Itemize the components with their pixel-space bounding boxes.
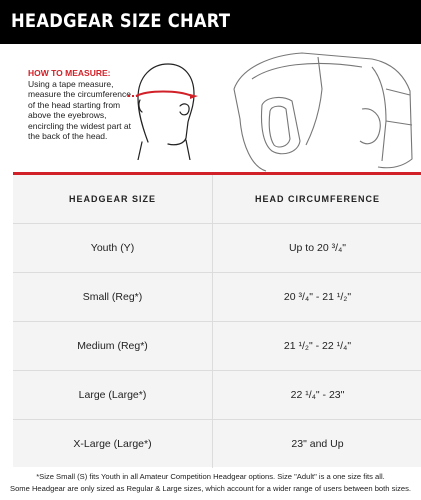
column-header-circumference: HEAD CIRCUMFERENCE bbox=[212, 175, 421, 223]
circumference-cell: 20 ³/₄" - 21 ¹/₂" bbox=[212, 273, 421, 321]
circumference-cell: 21 ¹/₂" - 22 ¹/₄" bbox=[212, 322, 421, 370]
size-cell: Large (Large*) bbox=[78, 389, 147, 401]
footnote-line-1: *Size Small (S) fits Youth in all Amateur Competition Headgear options. Size "Adult" is a one size fits all. bbox=[36, 472, 385, 481]
size-table bbox=[13, 175, 421, 467]
size-cell: Medium (Reg*) bbox=[77, 340, 148, 352]
headgear-illustration bbox=[222, 49, 420, 173]
footnote-line-2: Some Headgear are only sized as Regular & Large sizes, which account for a wider range of users between both sizes. bbox=[10, 483, 411, 493]
table-header-row bbox=[13, 175, 421, 223]
page-title: HEADGEAR SIZE CHART bbox=[11, 10, 231, 32]
size-cell: Youth (Y) bbox=[90, 242, 135, 254]
table-row bbox=[13, 224, 421, 272]
table-row bbox=[13, 322, 421, 370]
circumference-cell: 23" and Up bbox=[212, 420, 421, 468]
footnote bbox=[0, 471, 421, 494]
title-bar bbox=[0, 0, 421, 44]
how-to-measure-text: Using a tape measure, measure the circumference of the head starting from above the eyebrows, encircling the widest part at the back of the head. bbox=[28, 78, 131, 141]
circumference-cell: Up to 20 ³/₄" bbox=[212, 224, 421, 272]
head-measuring-illustration bbox=[128, 56, 200, 160]
table-row bbox=[13, 273, 421, 321]
column-header-size: HEADGEAR SIZE bbox=[68, 194, 156, 204]
how-to-measure-heading: HOW TO MEASURE: bbox=[28, 68, 111, 78]
size-cell: X-Large (Large*) bbox=[73, 438, 152, 450]
circumference-cell: 22 ¹/₄" - 23" bbox=[212, 371, 421, 419]
table-row bbox=[13, 420, 421, 468]
size-cell: Small (Reg*) bbox=[82, 291, 143, 303]
how-to-measure bbox=[28, 68, 134, 142]
table-row bbox=[13, 371, 421, 419]
